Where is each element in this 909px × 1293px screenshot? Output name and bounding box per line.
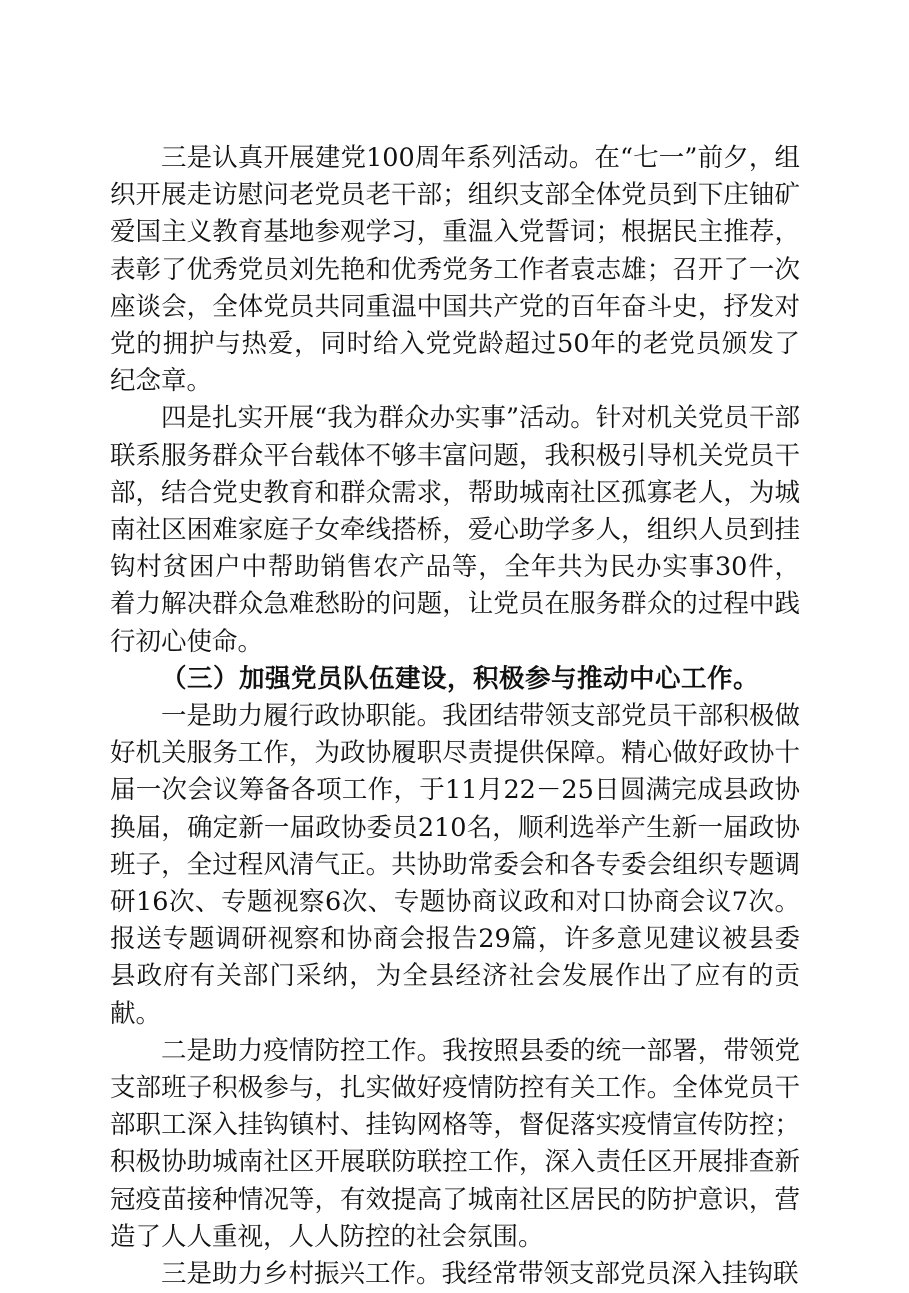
section-heading: （三）加强党员队伍建设，积极参与推动中心工作。: [161, 663, 760, 694]
paragraph-party-centenary-activities: 三是认真开展建党100周年系列活动。在“七一”前夕，组织开展走访慰问老党员老干部；组织支部全体党员到下庄铀矿爱国主义教育基地参观学习，重温入党誓词；根据民主推荐，表彰了优秀党员刘先艳和优秀党务工作者袁志雄；召开了一次座谈会，全体党员共同重温中国共产党的百年奋斗史，抒发对党的拥护与热爱，同时给入党党龄超过50年的老党员颁发了纪念章。: [110, 143, 800, 397]
paragraph-cppcc-duties: 一是助力履行政协职能。我团结带领支部党员干部积极做好机关服务工作，为政协履职尽责提供保障。精心做好政协十届一次会议筹备各项工作，于11月22－25日圆满完成县政协换届，确定新一届政协委员210名，顺利选举产生新一届政协班子，全过程风清气正。共协助常委会和各专委会组织专题调研16次、专题视察6次、专题协商议政和对口协商会议7次。报送专题调研视察和协商会报告29篇，许多意见建议被县委县政府有关部门采纳，为全县经济社会发展作出了应有的贡献。: [110, 701, 800, 1029]
paragraph-serve-the-masses: 四是扎实开展“我为群众办实事”活动。针对机关党员干部联系服务群众平台载体不够丰富问题，我积极引导机关党员干部，结合党史教育和群众需求，帮助城南社区孤寡老人，为城南社区困难家庭子女牵线搭桥，爱心助学多人，组织人员到挂钩村贫困户中帮助销售农产品等，全年共为民办实事30件，着力解决群众急难愁盼的问题，让党员在服务群众的过程中践行初心使命。: [110, 403, 800, 657]
document-body: [110, 140, 800, 1293]
paragraph-epidemic-prevention: 二是助力疫情防控工作。我按照县委的统一部署，带领党支部班子积极参与，扎实做好疫情防控有关工作。全体党员干部职工深入挂钩镇村、挂钩网格等，督促落实疫情宣传防控；积极协助城南社区开展联防联控工作，深入责任区开展排查新冠疫苗接种情况等，有效提高了城南社区居民的防护意识，营造了人人重视，人人防控的社会氛围。: [110, 1035, 800, 1252]
paragraph-rural-revitalization: 三是助力乡村振兴工作。我经常带领支部党员深入挂钩联: [161, 1259, 799, 1290]
